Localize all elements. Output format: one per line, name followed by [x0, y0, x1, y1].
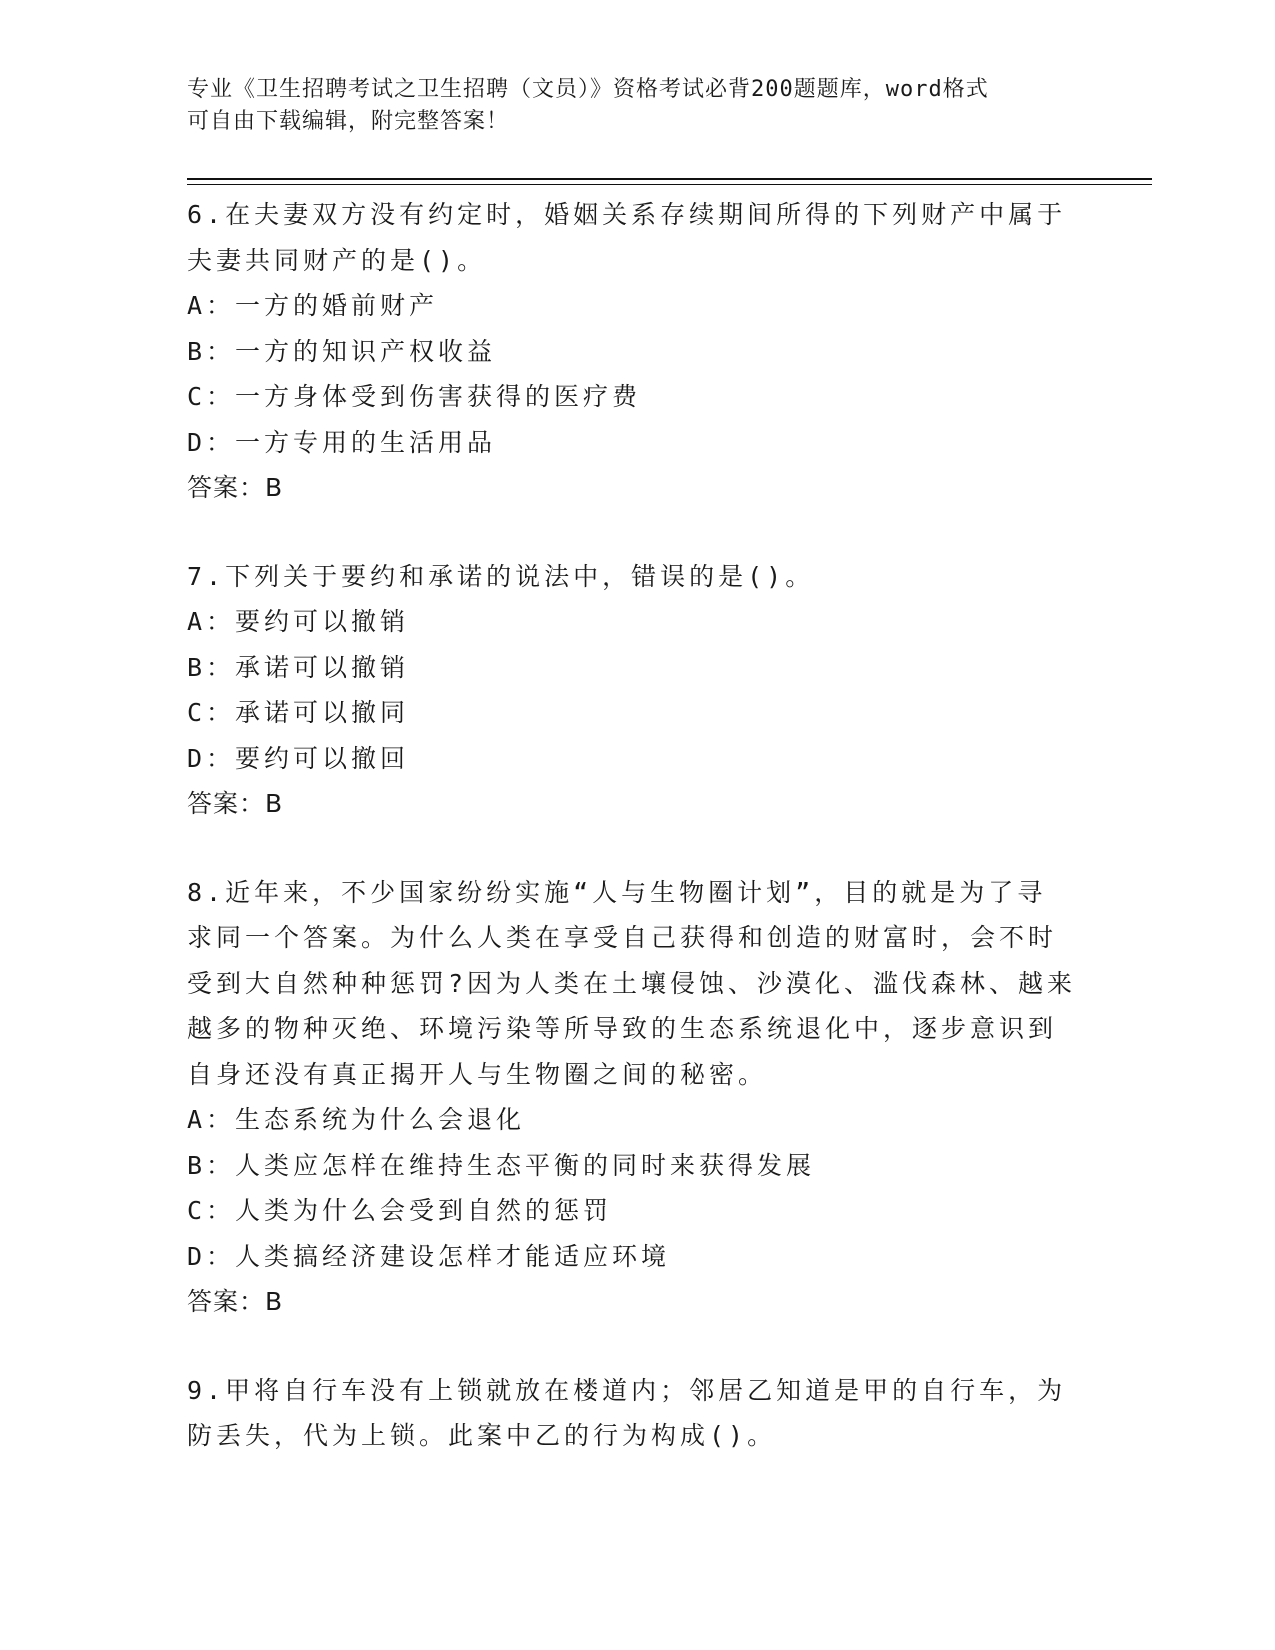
stem-line: 越多的物种灭绝、环境污染等所导致的生态系统退化中，逐步意识到 — [187, 1014, 1058, 1043]
question-stem — [187, 1368, 1087, 1459]
option-d: D：人类搞经济建设怎样才能适应环境 — [187, 1241, 671, 1271]
stem-line: 防丢失，代为上锁。此案中乙的行为构成()。 — [187, 1421, 777, 1450]
option-b: B：承诺可以撤销 — [187, 652, 410, 682]
option-b: B：一方的知识产权收益 — [187, 336, 497, 366]
stem-line: 6.在夫妻双方没有约定时，婚姻关系存续期间所得的下列财产中属于 — [187, 200, 1067, 229]
option-a: A：一方的婚前财产 — [187, 291, 439, 320]
header-line-1: 专业《卫生招聘考试之卫生招聘（文员）》资格考试必背200题题库，word格式 — [187, 77, 989, 102]
question-stem — [187, 870, 1087, 1098]
option-c: C：一方身体受到伤害获得的医疗费 — [187, 382, 642, 411]
option-c: C：人类为什么会受到自然的惩罚 — [187, 1196, 613, 1225]
header-divider-thick — [187, 178, 1152, 180]
question-stem — [187, 554, 1087, 600]
option-b: B：人类应怎样在维持生态平衡的同时来获得发展 — [187, 1150, 816, 1180]
stem-line: 7.下列关于要约和承诺的说法中，错误的是()。 — [187, 561, 815, 591]
question-8 — [187, 870, 1087, 1325]
stem-line: 受到大自然种种惩罚?因为人类在土壤侵蚀、沙漠化、滥伐森林、越来 — [187, 968, 1077, 998]
document-header — [187, 74, 1067, 138]
option-d: D：要约可以撤回 — [187, 743, 410, 773]
stem-line: 9.甲将自行车没有上锁就放在楼道内；邻居乙知道是甲的自行车，为 — [187, 1375, 1067, 1405]
question-stem — [187, 192, 1087, 283]
option-d: D：一方专用的生活用品 — [187, 427, 497, 457]
option-c: C：承诺可以撤同 — [187, 698, 410, 727]
answer-line: 答案：B — [187, 1287, 284, 1316]
stem-line: 自身还没有真正揭开人与生物圈之间的秘密。 — [187, 1059, 768, 1089]
option-a: A：生态系统为什么会退化 — [187, 1105, 526, 1134]
question-6 — [187, 192, 1087, 511]
stem-line: 夫妻共同财产的是()。 — [187, 245, 487, 275]
question-9 — [187, 1368, 1087, 1459]
header-line-2: 可自由下载编辑，附完整答案！ — [187, 109, 510, 134]
option-a: A：要约可以撤销 — [187, 607, 410, 636]
question-7 — [187, 554, 1087, 827]
question-list — [187, 192, 1087, 1502]
header-divider-thin — [187, 184, 1152, 185]
answer-line: 答案：B — [187, 473, 284, 502]
stem-line: 求同一个答案。为什么人类在享受自己获得和创造的财富时，会不时 — [187, 923, 1058, 952]
stem-line: 8.近年来，不少国家纷纷实施“人与生物圈计划”，目的就是为了寻 — [187, 877, 1047, 907]
answer-line: 答案：B — [187, 789, 284, 818]
